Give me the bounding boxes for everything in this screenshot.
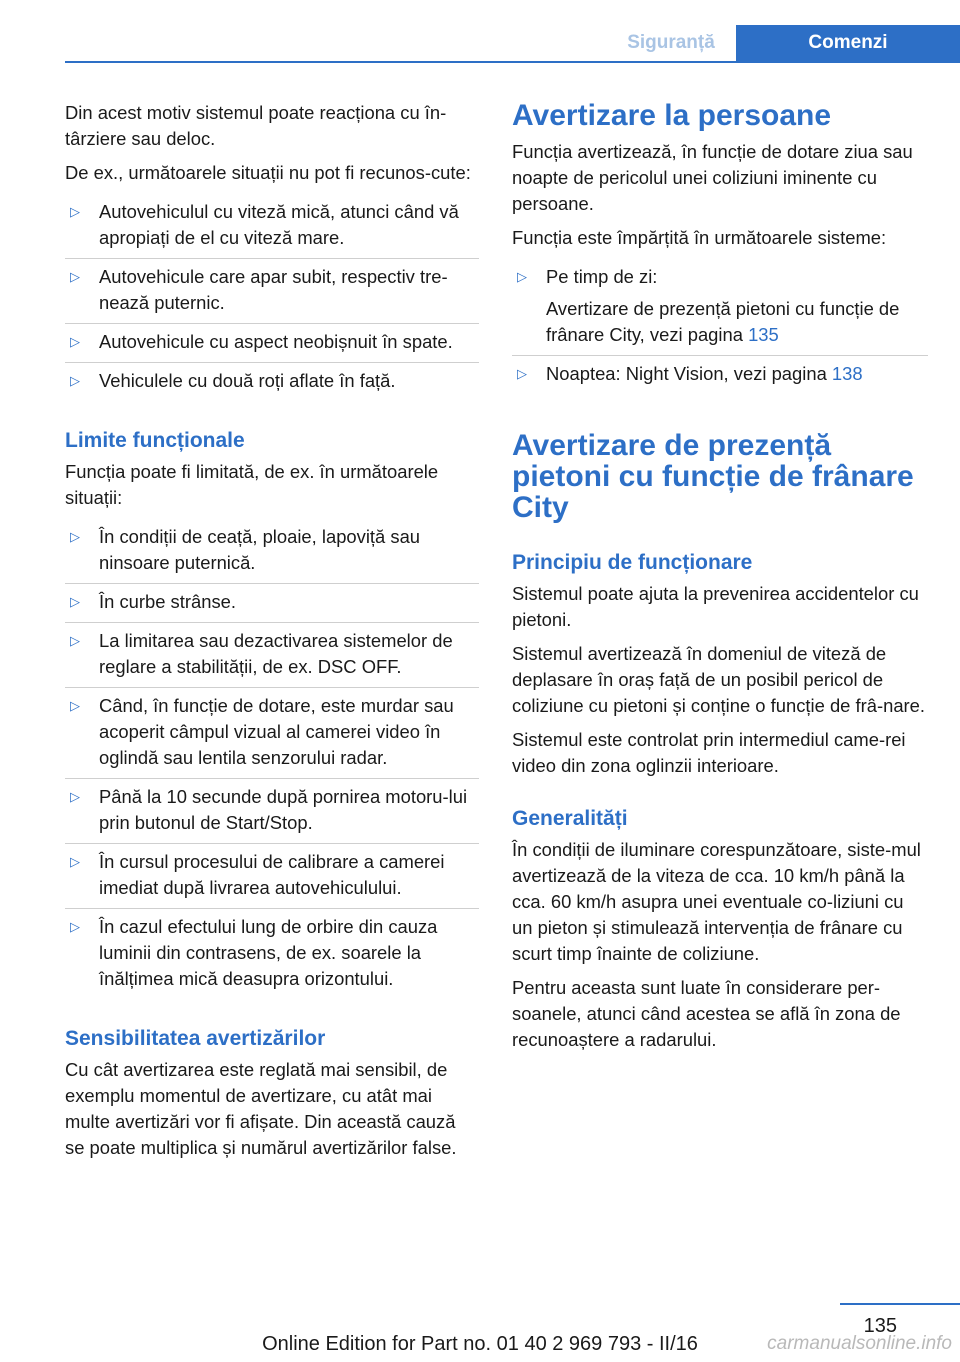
general-paragraph-2: Pentru aceasta sunt luate în considerare per-soanele, atunci când acestea se află în zona de recunoaștere a radarului. — [512, 977, 901, 1050]
watermark: carmanualsonline.info — [767, 1333, 952, 1354]
list-item-subtext — [546, 296, 928, 348]
triangle-right-icon: ▷ — [517, 269, 527, 284]
heading-limits: Limite funcționale — [65, 429, 245, 452]
list-item — [65, 323, 479, 362]
list-item-text: În condiții de ceață, ploaie, lapoviță sau ninsoare puternică. — [99, 526, 421, 573]
list-item-text: Până la 10 secunde după pornirea motoru-lui prin butonul de Start/Stop. — [99, 786, 468, 833]
page-reference-link[interactable]: 138 — [831, 363, 863, 384]
heading-sensitivity: Sensibilitatea avertizărilor — [65, 1027, 326, 1050]
triangle-right-icon: ▷ — [70, 529, 80, 544]
list-item — [65, 258, 479, 323]
tab-comenzi[interactable]: Comenzi — [736, 25, 960, 61]
left-column — [65, 100, 479, 1169]
limits-list — [65, 519, 479, 999]
heading-persons: Avertizare la persoane — [512, 99, 832, 132]
list-item — [65, 778, 479, 843]
list-item-text: În curbe strânse. — [99, 591, 236, 612]
list-item — [65, 519, 479, 583]
heading-city-brake: Avertizare de prezență pietoni cu funcție de frânare City — [512, 429, 914, 524]
triangle-right-icon: ▷ — [70, 373, 80, 388]
general-paragraph-1: În condiții de iluminare corespunzătoare, siste-mul avertizează de la viteza de cca. 10 km/h până la cca. 60 km/h asupra unei eventuale co-liziuni cu un pieton și stimulează intervenția de frânare cu scurt timp înainte de coliziune. — [512, 839, 921, 964]
list-item-text: Autovehicule care apar subit, respectiv tre-nează puternic. — [99, 266, 448, 313]
page-reference-link[interactable]: 135 — [748, 324, 779, 345]
page-number: 135 — [863, 1315, 897, 1337]
tab-siguranta[interactable]: Siguranță — [627, 32, 715, 53]
triangle-right-icon: ▷ — [70, 594, 80, 609]
triangle-right-icon: ▷ — [70, 633, 80, 648]
footer-rule — [840, 1303, 960, 1305]
edition-footer: Online Edition for Part no. 01 40 2 969 793 - II/16 — [262, 1333, 698, 1355]
right-column — [512, 100, 928, 1061]
limits-intro: Funcția poate fi limitată, de ex. în următoarele situații: — [65, 461, 439, 508]
list-item-text: Noaptea: Night Vision, vezi pagina — [546, 363, 832, 384]
heading-general: Generalități — [512, 807, 628, 830]
intro-paragraph-2: De ex., următoarele situații nu pot fi recunos-cute: — [65, 162, 471, 183]
list-item — [512, 259, 928, 355]
list-item — [65, 583, 479, 622]
triangle-right-icon: ▷ — [70, 789, 80, 804]
list-item — [65, 908, 479, 999]
principle-paragraph-2: Sistemul avertizează în domeniul de viteză de deplasare în oraș față de un posibil pericol de coliziune cu pietoni și conține o funcție de frâ-nare. — [512, 643, 926, 716]
list-item — [65, 687, 479, 778]
list-item — [65, 362, 479, 401]
triangle-right-icon: ▷ — [517, 366, 527, 381]
list-item — [512, 355, 928, 394]
list-item-text: La limitarea sau dezactivarea sistemelor de reglare a stabilității, de ex. DSC OFF. — [99, 630, 453, 677]
systems-list — [512, 259, 928, 394]
header-tabs — [606, 25, 960, 61]
triangle-right-icon: ▷ — [70, 854, 80, 869]
list-item — [65, 843, 479, 908]
list-item-text: Autovehiculul cu viteză mică, atunci când vă apropiați de el cu viteză mare. — [99, 201, 459, 248]
persons-paragraph-2: Funcția este împărțită în următoarele sisteme: — [512, 227, 887, 248]
heading-principle: Principiu de funcționare — [512, 551, 753, 574]
subtext-body: Avertizare de prezență pietoni cu funcție de frânare City, vezi pagina — [546, 298, 900, 345]
principle-paragraph-3: Sistemul este controlat prin intermediul came-rei video din zona oglinzii interioare. — [512, 729, 906, 776]
triangle-right-icon: ▷ — [70, 698, 80, 713]
principle-paragraph-1: Sistemul poate ajuta la prevenirea accidentelor cu pietoni. — [512, 583, 919, 630]
intro-paragraph-1: Din acest motiv sistemul poate reacționa cu în-târziere sau deloc. — [65, 102, 447, 149]
sensitivity-text: Cu cât avertizarea este reglată mai sensibil, de exemplu momentul de avertizare, cu atât mai multe avertizări vor fi afișate. Din această cauză se poate multiplica și numărul avertizărilor false. — [65, 1059, 457, 1158]
persons-paragraph-1: Funcția avertizează, în funcție de dotare ziua sau noapte de pericolul unei coliziuni iminente cu persoane. — [512, 141, 913, 214]
list-item-text: Vehiculele cu două roți aflate în față. — [99, 370, 396, 391]
list-item-text: În cazul efectului lung de orbire din cauza luminii din contrasens, de ex. soarele la înălțimea mică deasupra orizontului. — [99, 916, 438, 989]
list-item-text: Când, în funcție de dotare, este murdar sau acoperit câmpul vizual al camerei video în oglindă sau lentila senzorului radar. — [99, 695, 454, 768]
list-item-text: Pe timp de zi: — [546, 266, 658, 287]
triangle-right-icon: ▷ — [70, 204, 80, 219]
list-item-text: Autovehicule cu aspect neobișnuit în spate. — [99, 331, 453, 352]
triangle-right-icon: ▷ — [70, 269, 80, 284]
triangle-right-icon: ▷ — [70, 334, 80, 349]
triangle-right-icon: ▷ — [70, 919, 80, 934]
list-item-text: În cursul procesului de calibrare a camerei imediat după livrarea autovehiculului. — [99, 851, 445, 898]
list-item — [65, 194, 479, 258]
situations-list — [65, 194, 479, 401]
header-rule — [65, 61, 960, 63]
list-item — [65, 622, 479, 687]
